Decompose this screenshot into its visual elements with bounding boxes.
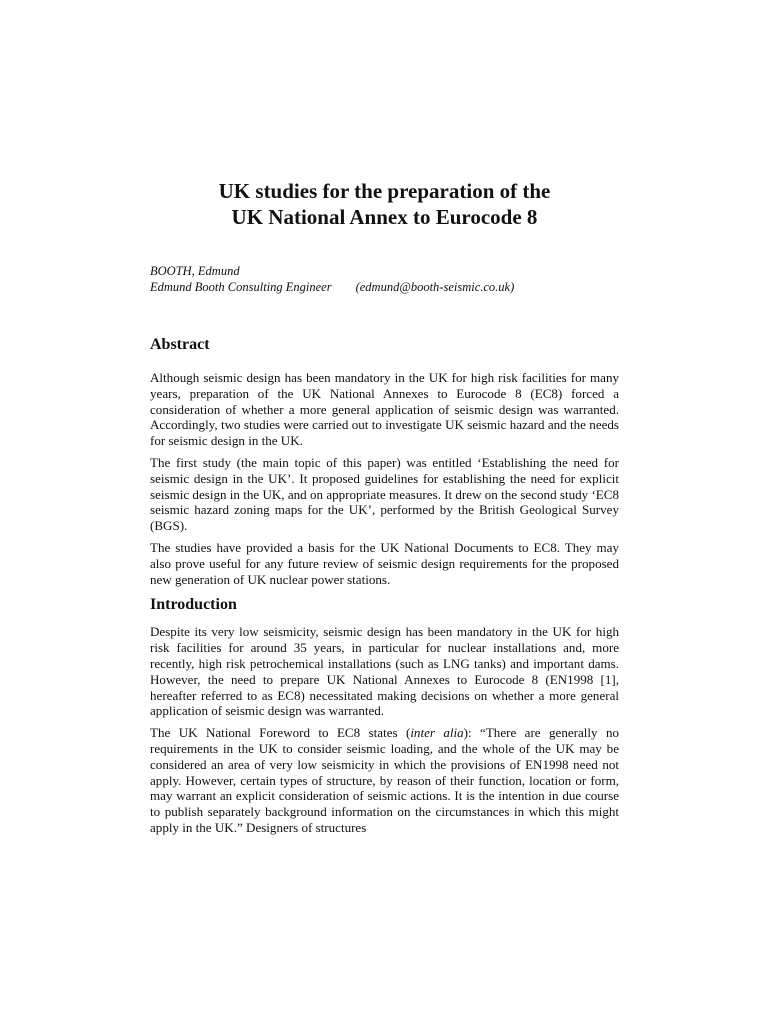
author-name: BOOTH, Edmund <box>150 264 240 278</box>
abstract-paragraph-1: Although seismic design has been mandatory in the UK for high risk facilities for many years, preparation of the UK National Annexes to Eurocode 8 (EC8) forced a consideration of whether a more general application of seismic design was warranted. Accordingly, two studies were carried out to investigate UK seismic hazard and the needs for seismic design in the UK. <box>150 370 619 449</box>
introduction-paragraph-2 <box>150 725 619 836</box>
introduction-heading: Introduction <box>150 596 237 614</box>
title-line-2: UK National Annex to Eurocode 8 <box>231 205 538 229</box>
author-affiliation: Edmund Booth Consulting Engineer <box>150 279 332 294</box>
title-line-1: UK studies for the preparation of the <box>218 179 551 203</box>
intro-p2-italic: inter alia <box>410 725 464 741</box>
intro-p2-text-before: The UK National Foreword to EC8 states ( <box>150 725 411 741</box>
document-page <box>150 178 619 842</box>
author-affiliation-line <box>150 280 619 296</box>
abstract-heading: Abstract <box>150 336 210 353</box>
author-block <box>150 264 619 295</box>
author-email: (edmund@booth-seismic.co.uk) <box>355 279 515 294</box>
abstract-paragraph-2: The first study (the main topic of this paper) was entitled ‘Establishing the need for seismic design in the UK’. It proposed guidelines for establishing the need for explicit seismic design in the UK, and on appropriate measures. It drew on the second study ‘EC8 seismic hazard zoning maps for the UK’, performed by the British Geological Survey (BGS). <box>150 454 619 534</box>
intro-p2-text-after: ): “There are generally no requirements in the UK to consider seismic loading, and the whole of the UK may be considered an area of very low seismicity in which the provisions of EN1998 need not apply. However, certain types of structure, by reason of their function, location or form, may warrant an explicit consideration of seismic actions. It is the intention in due course to publish separately background information on the circumstances in which this might apply in the UK.” Designers of structures <box>150 725 619 835</box>
paper-title <box>150 178 619 230</box>
abstract-paragraph-3: The studies have provided a basis for the UK National Documents to EC8. They may also prove useful for any future review of seismic design requirements for the proposed new generation of UK nuclear power stations. <box>150 539 619 587</box>
introduction-paragraph-1: Despite its very low seismicity, seismic design has been mandatory in the UK for high risk facilities for around 35 years, in particular for nuclear installations and, more recently, high risk petrochemical installations (such as LNG tanks) and important dams. However, the need to prepare UK National Annexes to Eurocode 8 (EN1998 [1], hereafter referred to as EC8) necessitated making decisions on whether a more general application of seismic design was warranted. <box>150 624 619 719</box>
